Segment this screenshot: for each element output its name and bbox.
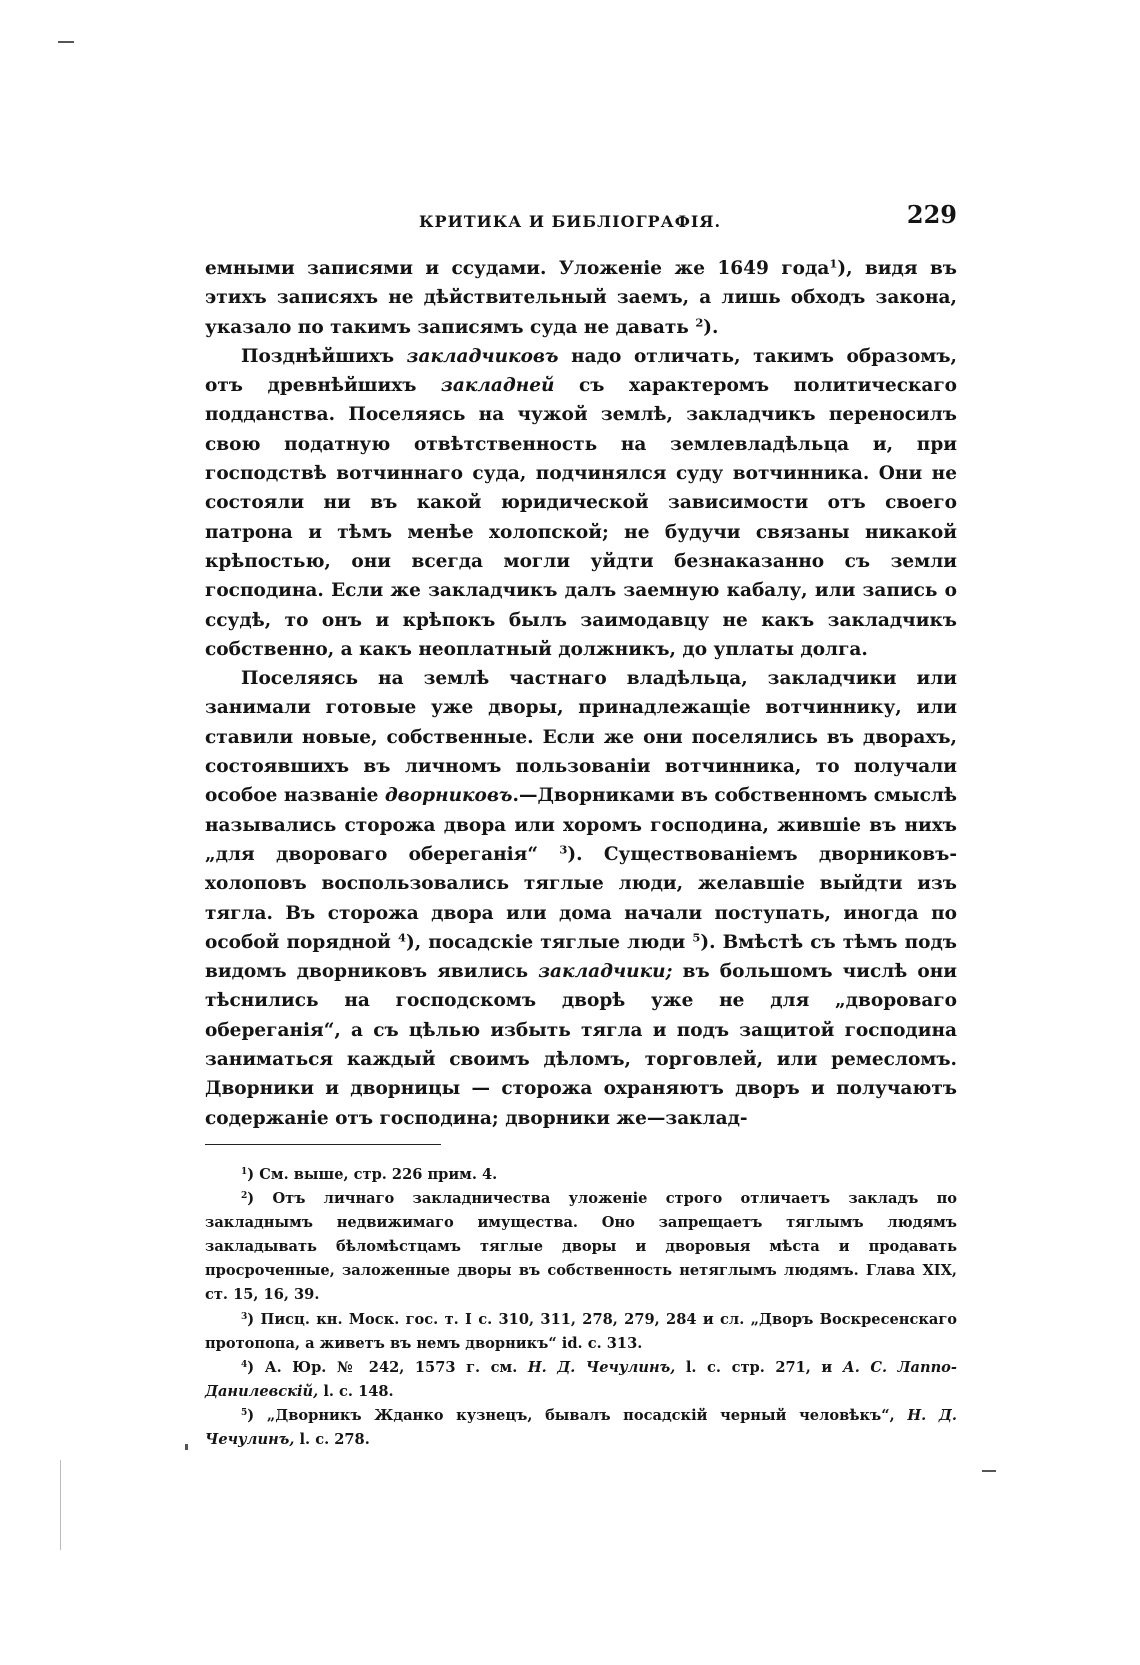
- footnote-ref-3: 3: [559, 842, 568, 857]
- footnote-4: $^4$) А. Юр. № 242, 1573 г. см. Н. Д. Чечулинъ, l. c. стр. 271, и А. С. Лаппо-Данилевскій, l. c. 148.: [205, 1358, 957, 1400]
- footnote-2: $^2$) Отъ личнаго закладничества уложеніе строго отличаетъ закладъ по закладнымъ недвижимаго имущества. Оно запрещаетъ тяглымъ людямъ закладывать бѣломѣстцамъ тяглые дворы и дворовыя мѣста и продавать просроченные, заложенные дворы въ собственность нетяглымъ людямъ. Глава XIX, ст. 15, 16, 39.: [205, 1190, 957, 1304]
- footnote-ref-5: 5: [692, 930, 701, 945]
- page-number: 229: [906, 200, 957, 229]
- footnote-ref-1: 1: [829, 256, 838, 271]
- footnote-3: $^3$) Писц. кн. Моск. гос. т. I с. 310, 311, 278, 279, 284 и сл. „Дворъ Воскресенскаго протопопа, а живетъ въ немъ дворникъ“ id. с. 313.: [205, 1310, 957, 1352]
- footnote-5: $^5$) „Дворникъ Жданко кузнецъ, бывалъ посадскій черный человѣкъ“, Н. Д. Чечулинъ, l. c. 278.: [205, 1406, 957, 1449]
- footnote-divider: [205, 1144, 441, 1145]
- footnote-ref-4: 4: [397, 930, 406, 945]
- footnote-1: $^1$) См. выше, стр. 226 прим. 4.: [241, 1166, 498, 1183]
- italic-term: закладней: [441, 375, 555, 397]
- italic-term: дворниковъ: [384, 785, 513, 807]
- page-header: [205, 200, 957, 240]
- main-text: [205, 254, 957, 1133]
- footnotes: [205, 1163, 957, 1452]
- italic-term: закладчики;: [538, 961, 673, 983]
- paragraph-3: Поселяясь на землѣ частнаго владѣльца, закладчики или занимали готовые уже дворы, принадлежащіе вотчиннику, или ставили новые, собственные. Если же они поселялись въ дворахъ, состоявшихъ въ личномъ пользованіи вотчинника, то получали особое названіе дворниковъ.—Дворниками въ собственномъ смыслѣ назывались сторожа двора или хоромъ господина, жившіе въ нихъ „для двороваго обереганія“ $^3$). Существованіемъ дворниковъ-холоповъ воспользовались тяглые люди, желавшіе выйдти изъ тягла. Въ сторожа двора или дома начали поступать, иногда по особой порядной $^4$), посадскіе тяглые люди $^5$). Вмѣстѣ съ тѣмъ подъ видомъ дворниковъ явились закладчики; въ большомъ числѣ они тѣснились на господскомъ дворѣ уже не для „двороваго обереганія“, а съ цѣлью избыть тягла и подъ защитой господина заниматься каждый своимъ дѣломъ, торговлей, или ремесломъ. Дворники и дворницы — сторожа охраняютъ дворъ и получаютъ содержаніе отъ господина; дворники же—заклад-: [205, 668, 958, 1129]
- margin-mark-left: [60, 1460, 61, 1550]
- margin-mark-top: [58, 41, 74, 43]
- paragraph-1: емными записями и ссудами. Уложеніе же 1649 года$^1$), видя въ этихъ записяхъ не дѣйствительный заемъ, а лишь обходъ закона, указало по такимъ записямъ суда не давать $^2$).: [205, 256, 957, 338]
- footnote-ref-2: 2: [695, 315, 704, 330]
- margin-mark-dot: [185, 1444, 188, 1450]
- paragraph-2: Позднѣйшихъ закладчиковъ надо отличать, такимъ образомъ, отъ древнѣйшихъ закладней съ характеромъ политическаго подданства. Поселяясь на чужой землѣ, закладчикъ переносилъ свою податную отвѣтственность на землевладѣльца и, при господствѣ вотчиннаго суда, подчинялся суду вотчинника. Они не состояли ни въ какой юридической зависимости отъ своего патрона и тѣмъ менѣе холопской; не будучи связаны никакой крѣпостью, они всегда могли уйдти безнаказанно съ земли господина. Если же закладчикъ далъ заемную кабалу, или запись о ссудѣ, то онъ и крѣпокъ былъ заимодавцу не какъ закладчикъ собственно, а какъ неоплатный должникъ, до уплаты долга.: [205, 345, 957, 660]
- italic-term: закладчиковъ: [406, 345, 559, 367]
- running-title: КРИТИКА И БИБЛІОГРАФІЯ.: [419, 212, 722, 231]
- margin-mark-right: [982, 1470, 996, 1472]
